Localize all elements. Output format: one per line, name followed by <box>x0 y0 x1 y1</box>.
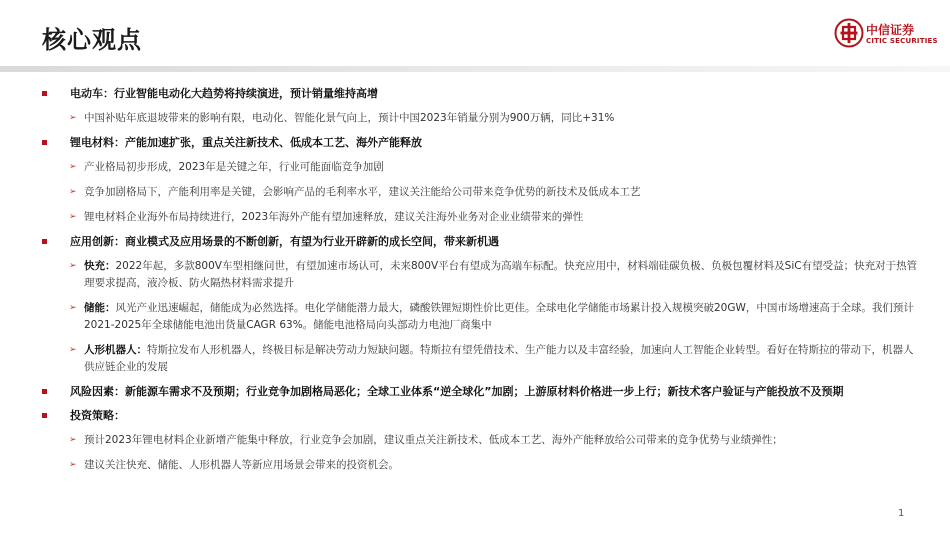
arrow-bullet-icon: ➢ <box>69 212 77 222</box>
section-heading: 风险因素：新能源车需求不及预期；行业竞争加剧格局恶化；全球工业体系“逆全球化”加剧；上游原材料价格进一步上行；新技术客户验证与产能投放不及预期 <box>42 384 922 400</box>
header-divider <box>0 66 950 72</box>
slide-header <box>0 0 950 72</box>
page-title: 核心观点 <box>42 26 142 54</box>
list-item: ➢ 储能：风光产业迅速崛起，储能成为必然选择。电化学储能潜力最大，磷酸铁锂短期性价比更佳。全球电化学储能市场累计投入规模突破20GW，中国市场增速高于全球。我们预计2021-2025年全球储能电池出货量CAGR 63%。储能电池格局向头部动力电池厂商集中 <box>69 302 914 331</box>
arrow-bullet-icon: ➢ <box>69 113 77 123</box>
square-bullet-icon <box>42 91 47 96</box>
list-item: ➢ 预计2023年锂电材料企业新增产能集中释放，行业竞争会加剧，建议重点关注新技术、低成本工艺、海外产能释放给公司带来的竞争优势与业绩弹性； <box>42 432 922 449</box>
arrow-bullet-icon: ➢ <box>69 303 77 313</box>
arrow-bullet-icon: ➢ <box>69 162 77 172</box>
arrow-bullet-icon: ➢ <box>69 187 77 197</box>
key-points-list <box>42 86 922 482</box>
section-heading: 锂电材料：产能加速扩张，重点关注新技术、低成本工艺、海外产能释放 <box>42 135 922 151</box>
list-item: ➢ 建议关注快充、储能、人形机器人等新应用场景会带来的投资机会。 <box>42 457 922 474</box>
list-item: ➢ 快充：2022年起，多款800V车型相继问世，有望加速市场认可，未来800V平台有望成为高端车标配。快充应用中，材料端硅碳负极、负极包覆材料及SiC有望受益；快充对于热管理要求提高，液冷板、防火隔热材料需求提升 <box>69 260 918 289</box>
page-number: 1 <box>898 508 905 519</box>
list-item: ➢ 人形机器人：特斯拉发布人形机器人，终极目标是解决劳动力短缺问题。特斯拉有望凭借技术、生产能力以及丰富经验，加速向人工智能企业转型。看好在特斯拉的带动下，机器人供应链企业的发展 <box>69 344 914 373</box>
list-item: ➢ 中国补贴年底退坡带来的影响有限，电动化、智能化景气向上，预计中国2023年销量分别为900万辆，同比+31% <box>42 110 922 127</box>
section-heading: 投资策略： <box>42 408 922 424</box>
square-bullet-icon <box>42 239 47 244</box>
list-item: ➢ 产业格局初步形成，2023年是关键之年，行业可能面临竞争加剧 <box>42 159 922 176</box>
arrow-bullet-icon: ➢ <box>69 460 77 470</box>
arrow-bullet-icon: ➢ <box>69 345 77 355</box>
logo-text-cn: 中信证券 <box>866 23 915 37</box>
arrow-bullet-icon: ➢ <box>69 435 77 445</box>
arrow-bullet-icon: ➢ <box>69 261 77 271</box>
citic-securities-logo <box>834 18 944 52</box>
square-bullet-icon <box>42 140 47 145</box>
list-item: ➢ 锂电材料企业海外布局持续进行，2023年海外产能有望加速释放，建议关注海外业务对企业业绩带来的弹性 <box>42 209 922 226</box>
section-heading: 电动车：行业智能电动化大趋势将持续演进，预计销量维持高增 <box>42 86 922 102</box>
section-heading: 应用创新：商业模式及应用场景的不断创新，有望为行业开辟新的成长空间，带来新机遇 <box>42 234 922 250</box>
square-bullet-icon <box>42 389 47 394</box>
citic-logo-icon <box>834 18 864 48</box>
list-item: ➢ 竞争加剧格局下，产能利用率是关键，会影响产品的毛利率水平，建议关注能给公司带来竞争优势的新技术及低成本工艺 <box>42 184 922 201</box>
square-bullet-icon <box>42 413 47 418</box>
logo-text-en: CITIC SECURITIES <box>866 37 938 45</box>
